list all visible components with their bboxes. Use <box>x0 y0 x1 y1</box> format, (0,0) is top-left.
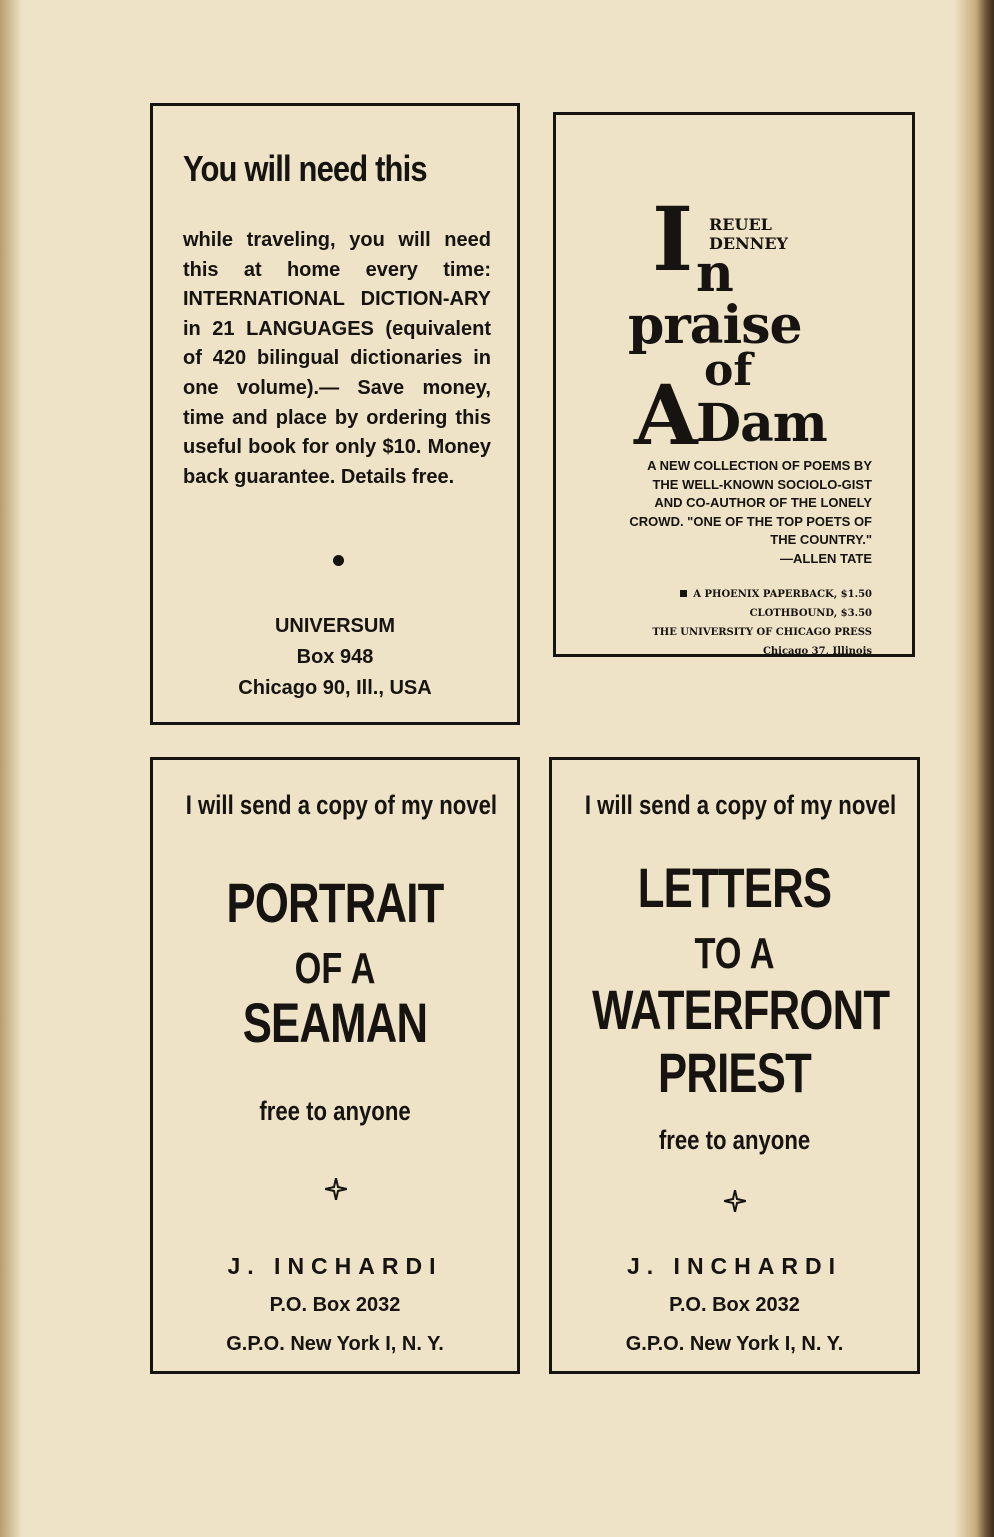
ad-intro: I will send a copy of my novel <box>584 790 897 820</box>
author-name: J. INCHARDI <box>626 1253 842 1279</box>
ad-headline: You will need this <box>183 148 427 189</box>
ad-body-text: while traveling, you will need this at home every time: INTERNATIONAL DICTION-ARY in 21 LANGUAGES (equivalent of 420 bilingual dictionaries in one volume).— Save money, time and place by ordering this useful book for only $10. Money back guarantee. Details free. <box>183 229 491 488</box>
page-gutter <box>0 0 22 1537</box>
publisher-name: THE UNIVERSITY OF CHICAGO PRESS <box>652 627 872 638</box>
free-offer: free to anyone <box>259 1096 411 1126</box>
novel-title-line-2: OF A <box>294 944 376 993</box>
novel-title-line-3: SEAMAN <box>242 991 428 1054</box>
publisher-city: Chicago 37, Illinois <box>762 646 872 657</box>
star-ornament-icon <box>325 1178 347 1200</box>
box-number: Box 948 <box>296 646 374 668</box>
clothbound-price: CLOTHBOUND, $3.50 <box>749 608 872 619</box>
author-name: J. INCHARDI <box>227 1253 443 1279</box>
company-name: UNIVERSUM <box>274 615 395 637</box>
letters-to-a-waterfront-priest-ad <box>549 757 920 1374</box>
novel-title-line-4: PRIEST <box>657 1041 812 1104</box>
title-of: of <box>704 345 753 396</box>
city-line: G.P.O. New York I, N. Y. <box>226 1333 444 1355</box>
box-number: P.O. Box 2032 <box>669 1294 800 1316</box>
novel-title-line-1: LETTERS <box>637 856 832 919</box>
title-letter-a: A <box>634 368 698 464</box>
paperback-price <box>652 585 872 604</box>
publisher-info <box>652 585 872 661</box>
description-text: A NEW COLLECTION OF POEMS BY THE WELL-KNOWN SOCIOLO-GIST AND CO-AUTHOR OF THE LONELY CROWD. "ONE OF THE TOP POETS OF THE COUNTRY." <box>629 458 872 547</box>
ad-mailing-address <box>153 611 517 704</box>
city-line: G.P.O. New York I, N. Y. <box>625 1333 844 1355</box>
portrait-of-a-seaman-ad <box>150 757 520 1374</box>
free-offer: free to anyone <box>658 1125 811 1155</box>
novel-title-line-2: TO A <box>694 929 775 978</box>
book-description <box>622 457 872 568</box>
author-last-name: DENNEY <box>709 234 788 253</box>
page-binding-edge <box>954 0 994 1537</box>
star-ornament-icon <box>724 1190 746 1212</box>
title-letter-i: I <box>652 187 694 291</box>
city-line: Chicago 90, Ill., USA <box>238 677 432 699</box>
in-praise-of-adam-ad <box>553 112 915 657</box>
paperback-price-text: A PHOENIX PAPERBACK, $1.50 <box>693 589 872 600</box>
square-bullet-icon <box>680 590 687 597</box>
author-first-name: REUEL <box>709 215 772 234</box>
ad-intro: I will send a copy of my novel <box>185 790 498 820</box>
novel-title-line-1: PORTRAIT <box>226 871 444 934</box>
title-letter-n: n <box>696 243 734 304</box>
quote-attribution: —ALLEN TATE <box>780 550 872 566</box>
universum-dictionary-ad <box>150 103 520 725</box>
novel-title-line-3: WATERFRONT <box>592 978 890 1041</box>
box-number: P.O. Box 2032 <box>269 1294 401 1316</box>
title-dam: Dam <box>696 393 827 454</box>
title-praise: praise <box>628 295 802 356</box>
bullet-separator <box>333 555 344 566</box>
